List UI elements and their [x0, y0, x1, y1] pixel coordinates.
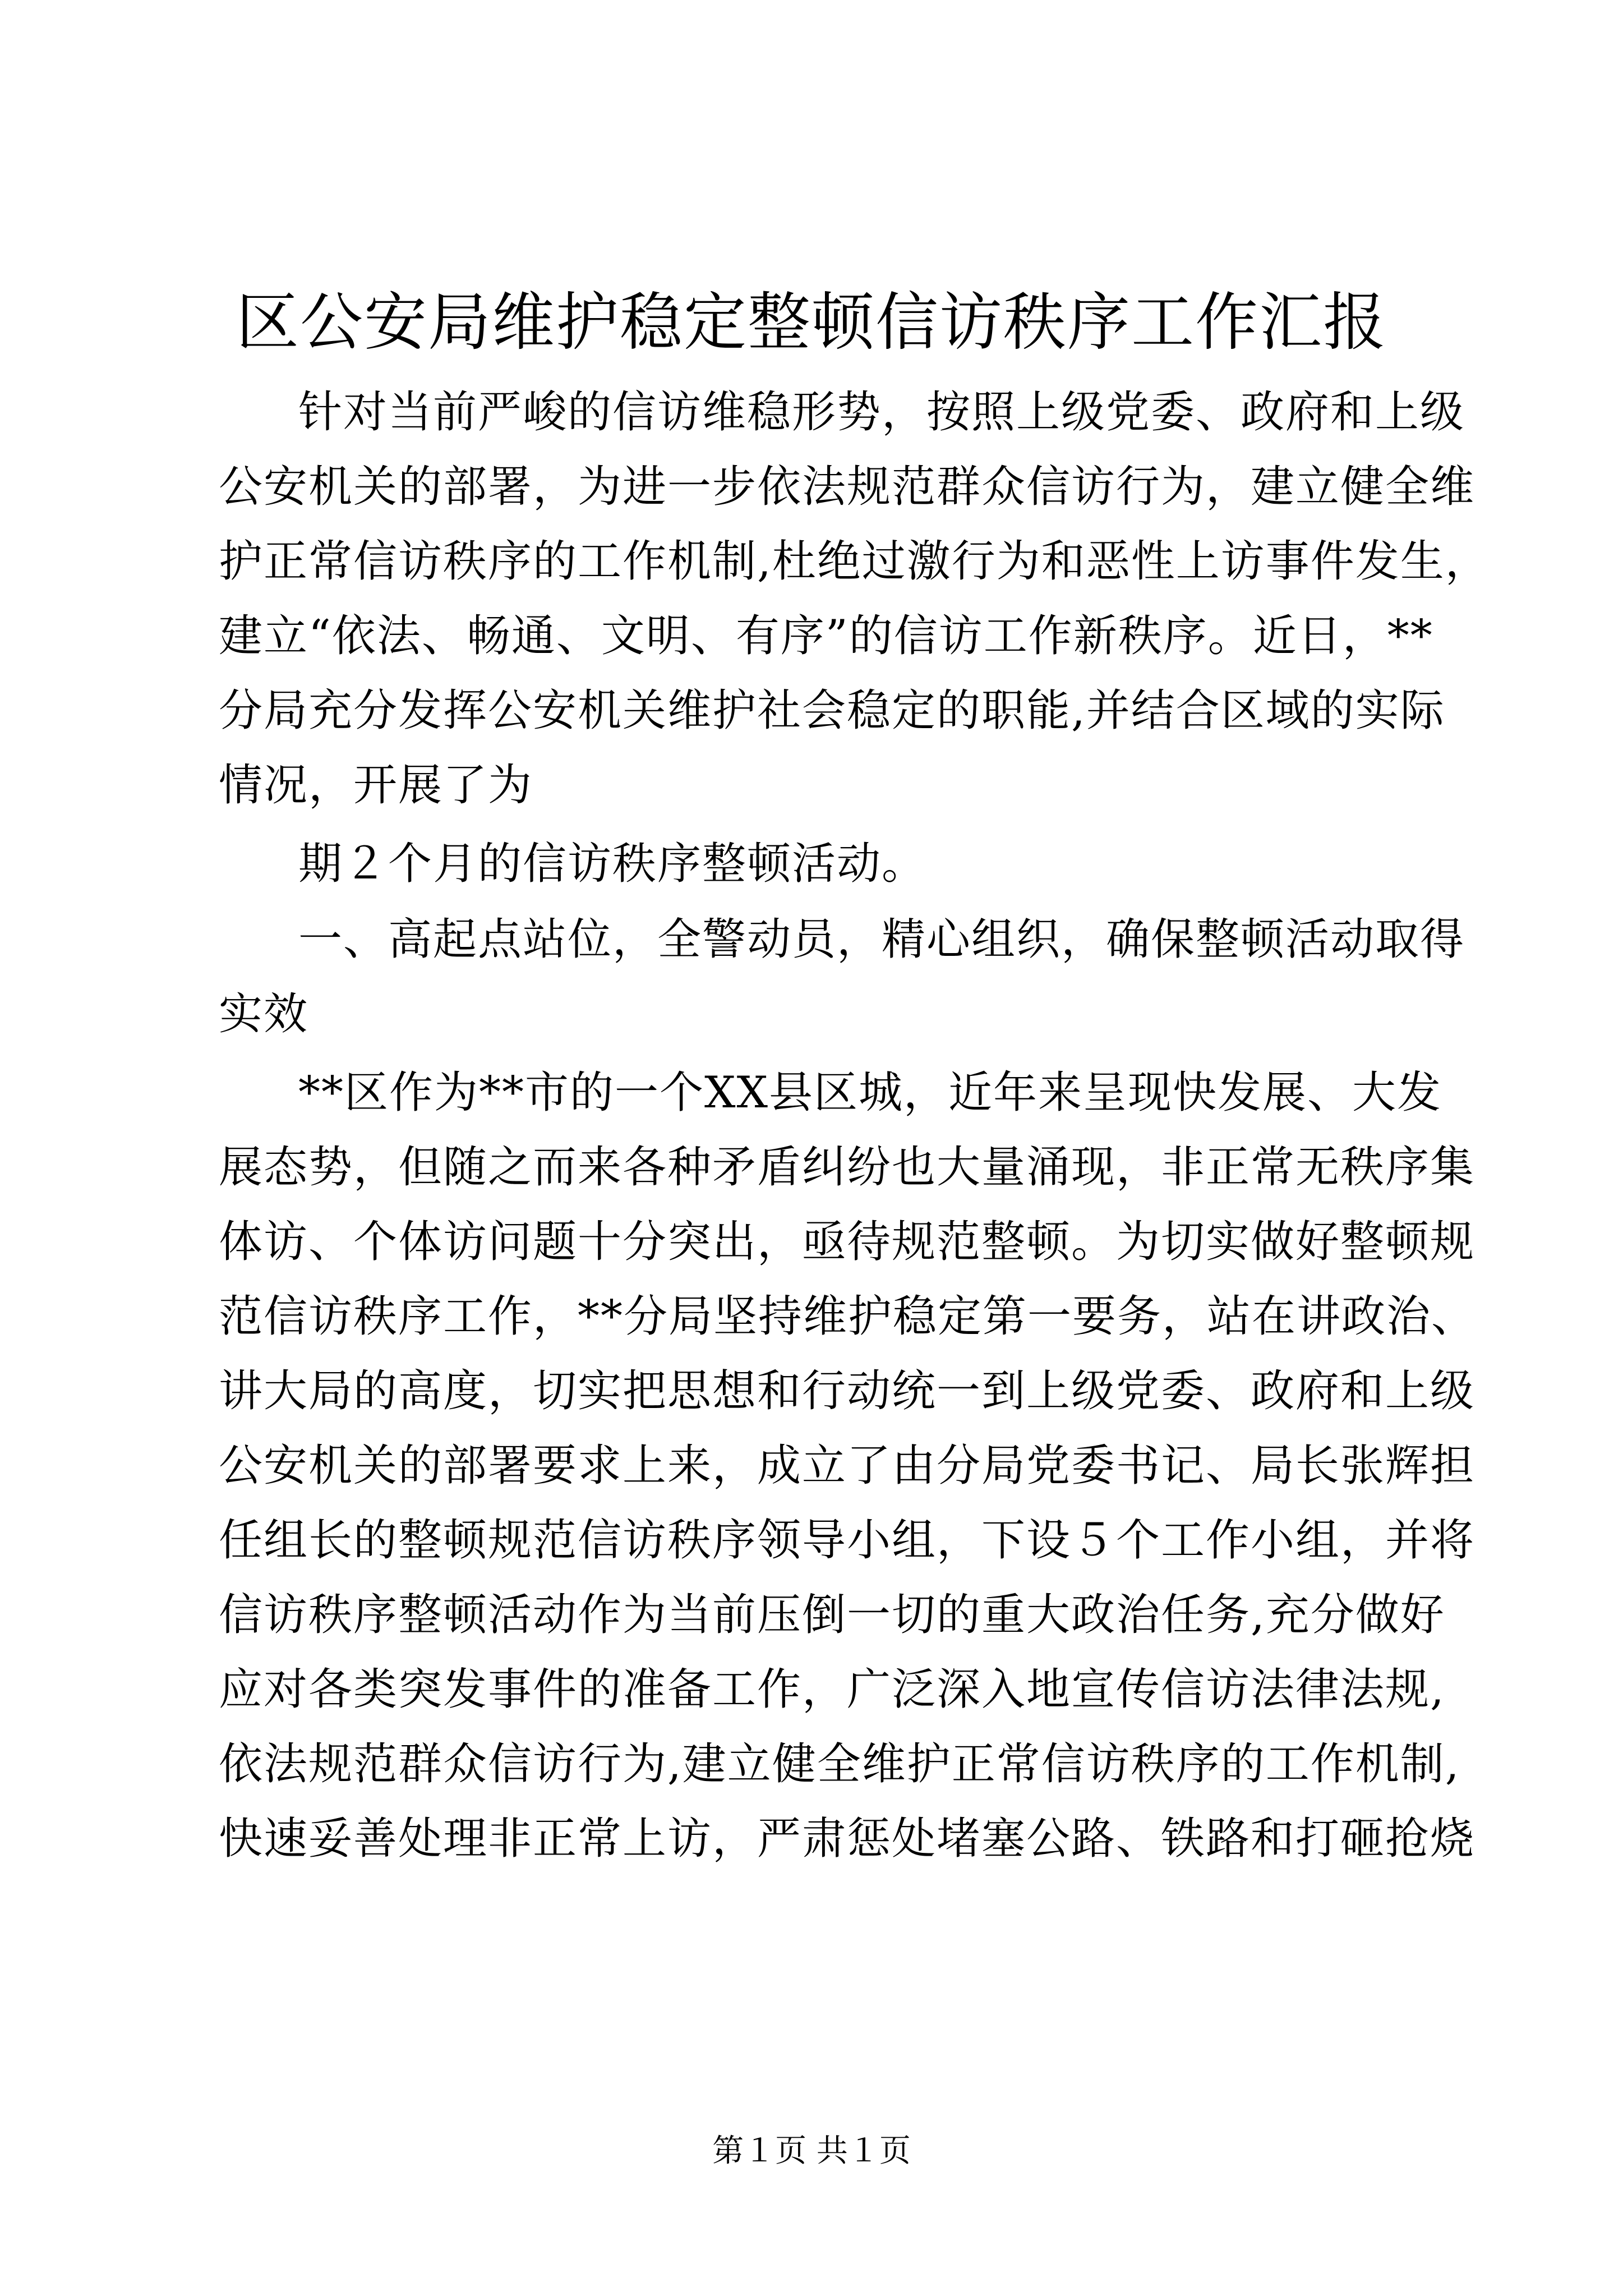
- body-line: 建立“依法、畅通、文明、有序”的信访工作新秩序。近日，**: [219, 611, 1433, 661]
- page-footer: 第１页 共１页: [712, 2133, 911, 2169]
- body-line: 快速妥善处理非正常上访，严肃惩处堵塞公路、铁路和打砸抢烧: [219, 1814, 1476, 1864]
- body-line: 护正常信访秩序的工作机制,杜绝过激行为和恶性上访事件发生，: [219, 536, 1490, 587]
- body-line: 信访秩序整顿活动作为当前压倒一切的重大政治任务,充分做好: [219, 1590, 1445, 1640]
- body-line: 展态势，但随之而来各种矛盾纠纷也大量涌现，非正常无秩序集: [219, 1142, 1476, 1193]
- body-line: 情况，开展了为: [219, 760, 533, 811]
- body-line: 分局充分发挥公安机关维护社会稳定的职能,并结合区域的实际: [219, 685, 1445, 736]
- body-line: 公安机关的部署，为进一步依法规范群众信访行为，建立健全维: [219, 462, 1476, 512]
- body-line: 公安机关的部署要求上来，成立了由分局党委书记、局长张辉担: [219, 1441, 1476, 1491]
- body-line: 任组长的整顿规范信访秩序领导小组，下设５个工作小组，并将: [219, 1515, 1476, 1566]
- body-line: 范信访秩序工作，**分局坚持维护稳定第一要务，站在讲政治、: [219, 1291, 1477, 1342]
- body-line: 应对各类突发事件的准备工作，广泛深入地宣传信访法律法规,: [219, 1664, 1445, 1715]
- body-line: 依法规范群众信访行为,建立健全维护正常信访秩序的工作机制,: [219, 1739, 1460, 1789]
- body-line: 体访、个体访问题十分突出，亟待规范整顿。为切实做好整顿规: [219, 1217, 1476, 1267]
- section-heading: 实效: [219, 989, 309, 1039]
- body-line: 期２个月的信访秩序整顿活动。: [298, 839, 927, 889]
- body-line: 针对当前严峻的信访维稳形势，按照上级党委、政府和上级: [298, 387, 1465, 438]
- body-line: 讲大局的高度，切实把思想和行动统一到上级党委、政府和上级: [219, 1366, 1476, 1416]
- section-heading: 一、高起点站位，全警动员，精心组织，确保整顿活动取得: [298, 914, 1465, 965]
- body-line: **区作为**市的一个XX县区城，近年来呈现快发展、大发: [298, 1068, 1442, 1118]
- document-title: 区公安局维护稳定整顿信访秩序工作汇报: [236, 286, 1387, 359]
